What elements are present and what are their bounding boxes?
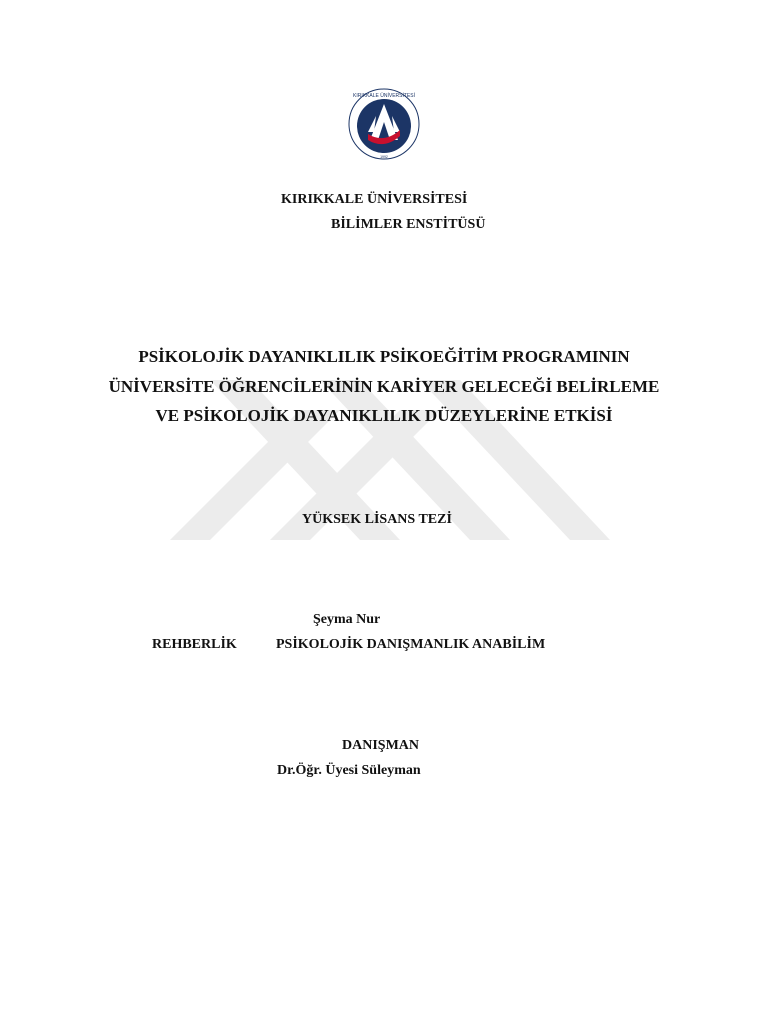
department-part-1: REHBERLİK [152,637,237,652]
university-seal-logo [348,88,420,160]
svg-text:1992: 1992 [380,155,388,159]
university-name: KIRIKKALE ÜNİVERSİTESİ [281,192,468,207]
svg-text:KIRIKKALE ÜNİVERSİTESİ: KIRIKKALE ÜNİVERSİTESİ [353,93,415,99]
advisor-label: DANIŞMAN [342,738,419,753]
institute-name: BİLİMLER ENSTİTÜSÜ [331,217,486,232]
degree-type: YÜKSEK LİSANS TEZİ [302,512,452,527]
advisor-name: Dr.Öğr. Üyesi Süleyman [277,763,421,778]
department-part-2: PSİKOLOJİK DANIŞMANLIK ANABİLİM [276,637,546,652]
thesis-title-line-2: ÜNİVERSİTE ÖĞRENCİLERİNİN KARİYER GELECEĞİ BELİRLEME [108,377,660,396]
author-name: Şeyma Nur [313,612,381,627]
thesis-title-line-1: PSİKOLOJİK DAYANIKLILIK PSİKOEĞİTİM PROGRAMININ [138,347,630,366]
thesis-title-line-3: VE PSİKOLOJİK DAYANIKLILIK DÜZEYLERİNE ETKİSİ [155,406,613,425]
